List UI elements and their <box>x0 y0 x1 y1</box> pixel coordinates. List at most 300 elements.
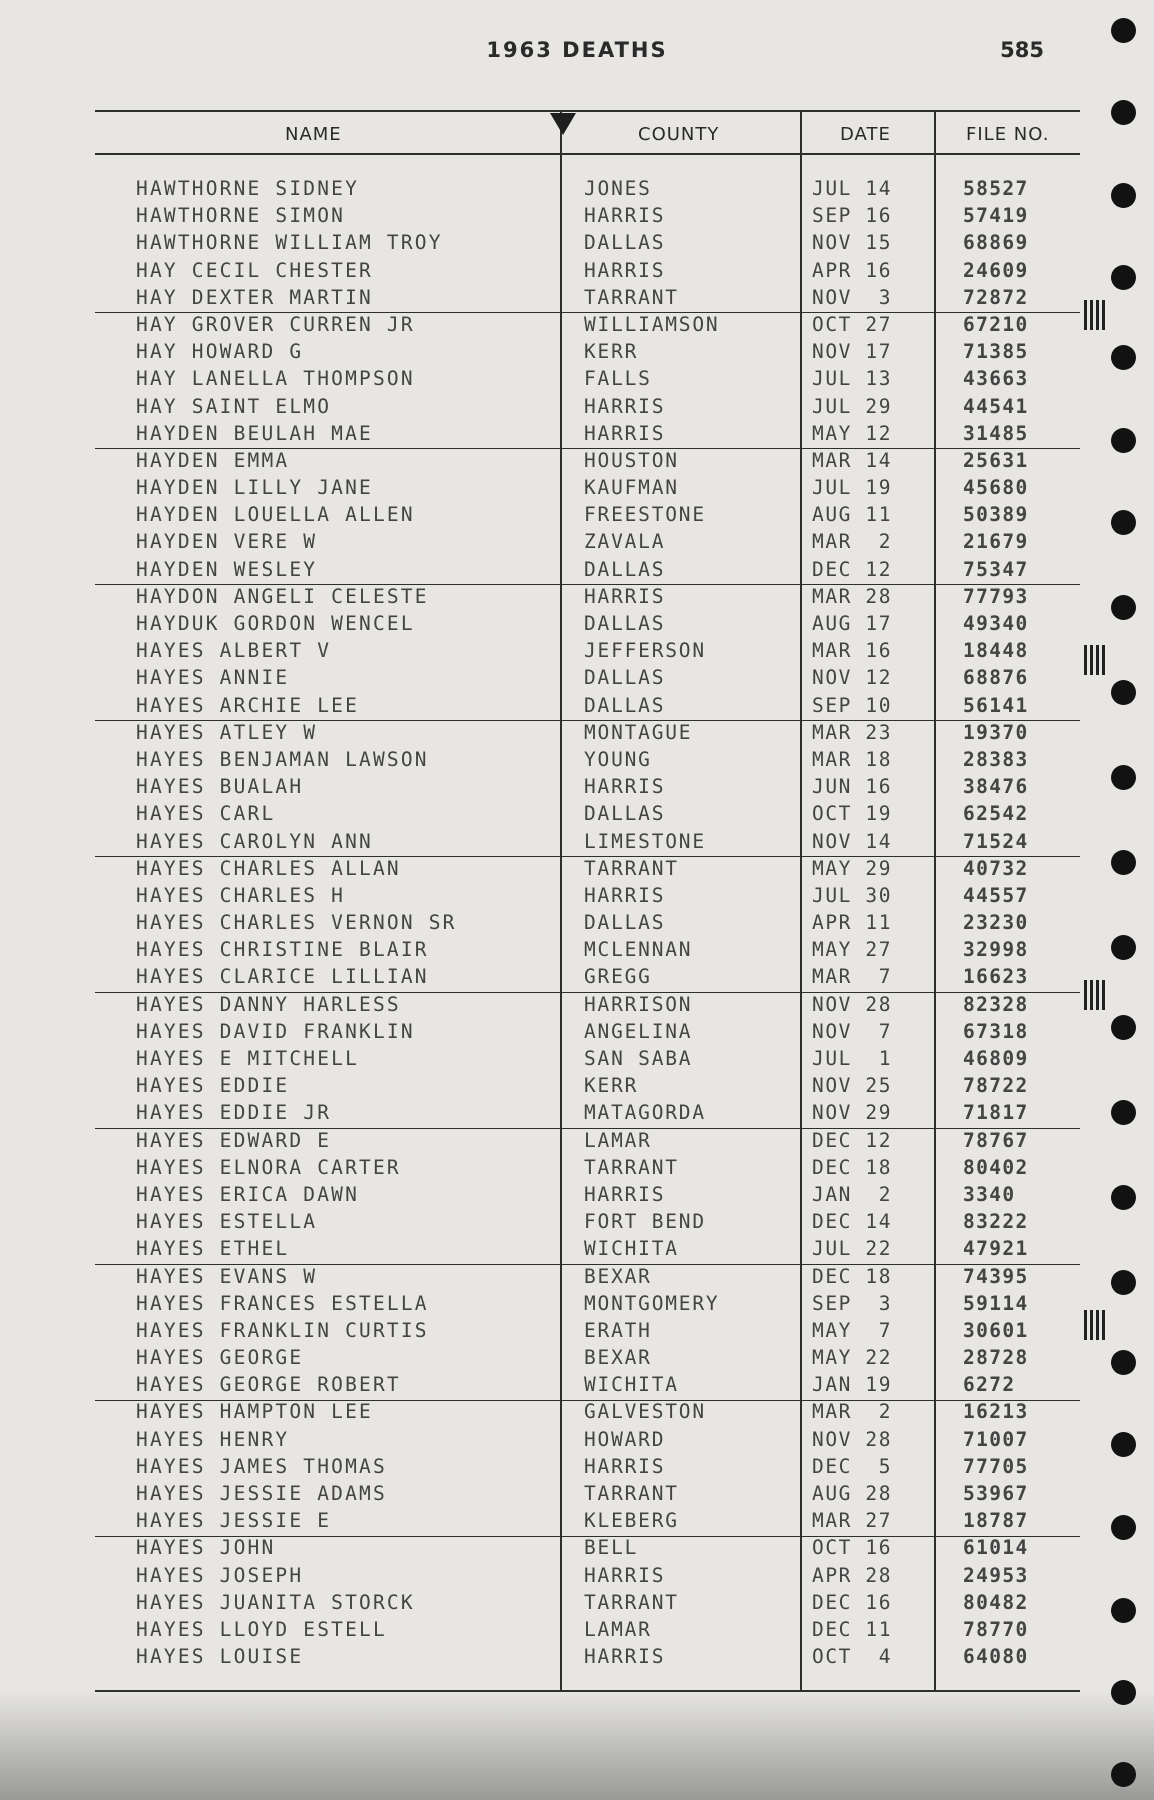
record-file-no: 32998 <box>963 938 1029 962</box>
table-row <box>0 1181 1154 1208</box>
record-file-no: 43663 <box>963 367 1029 391</box>
record-county: HARRIS <box>584 1182 666 1206</box>
table-row <box>0 257 1154 284</box>
record-name: HAYES HENRY <box>136 1427 290 1451</box>
record-name: HAYES EVANS W <box>136 1264 318 1288</box>
binder-hole-icon <box>1111 850 1136 875</box>
record-file-no: 18448 <box>963 639 1029 663</box>
record-file-no: 83222 <box>963 1210 1029 1234</box>
record-date: NOV 29 <box>812 1101 893 1125</box>
group-separator-rule <box>95 448 1080 449</box>
record-name: HAYES GEORGE <box>136 1346 304 1370</box>
record-name: HAYES GEORGE ROBERT <box>136 1373 401 1397</box>
group-separator-rule <box>95 1128 1080 1129</box>
column-header-name: NAME <box>285 124 342 145</box>
record-date: JUL 1 <box>812 1047 893 1070</box>
record-name: HAYES JUANITA STORCK <box>136 1590 415 1614</box>
record-county: HARRIS <box>584 883 666 907</box>
record-county: TARRANT <box>584 1482 679 1505</box>
record-county: HARRIS <box>584 775 666 799</box>
record-file-no: 47921 <box>963 1237 1029 1261</box>
record-county: YOUNG <box>584 747 652 771</box>
record-name: HAWTHORNE SIMON <box>136 204 346 228</box>
record-date: NOV 25 <box>812 1074 893 1098</box>
record-name: HAYES CHARLES H <box>136 883 346 907</box>
group-separator-rule <box>95 992 1080 993</box>
record-file-no: 71385 <box>963 340 1029 364</box>
record-county: TARRANT <box>584 285 679 309</box>
table-row <box>0 501 1154 528</box>
binder-tick-icon <box>1084 1310 1106 1340</box>
table-row <box>0 229 1154 256</box>
table-row <box>0 175 1154 202</box>
table-row <box>0 1453 1154 1480</box>
record-name: HAYES JESSIE ADAMS <box>136 1482 387 1505</box>
record-county: HARRIS <box>584 421 666 445</box>
record-date: MAR 27 <box>812 1509 893 1533</box>
table-row <box>0 1317 1154 1344</box>
record-file-no: 23230 <box>963 911 1029 935</box>
record-county: SAN SABA <box>584 1047 693 1070</box>
record-date: JUL 14 <box>812 177 893 200</box>
record-file-no: 72872 <box>963 285 1029 309</box>
records-list <box>0 175 1154 1670</box>
binder-hole-icon <box>1111 1100 1136 1125</box>
record-date: MAY 22 <box>812 1346 893 1370</box>
record-date: NOV 7 <box>812 1019 893 1043</box>
binder-hole-icon <box>1111 1598 1136 1623</box>
table-row <box>0 1562 1154 1589</box>
record-file-no: 19370 <box>963 720 1029 744</box>
record-name: HAY SAINT ELMO <box>136 394 332 418</box>
record-county: DALLAS <box>584 911 666 935</box>
record-county: HOWARD <box>584 1427 666 1451</box>
binder-hole-icon <box>1111 510 1136 535</box>
record-date: AUG 28 <box>812 1482 893 1505</box>
record-name: HAYDEN EMMA <box>136 448 290 472</box>
table-row <box>0 800 1154 827</box>
column-marker-triangle <box>550 113 576 135</box>
record-file-no: 30601 <box>963 1318 1029 1342</box>
record-file-no: 50389 <box>963 503 1029 527</box>
record-name: HAYES ERICA DAWN <box>136 1182 360 1206</box>
record-date: OCT 19 <box>812 802 893 826</box>
record-county: LIMESTONE <box>584 829 706 853</box>
table-row <box>0 1208 1154 1235</box>
record-file-no: 28728 <box>963 1346 1029 1370</box>
record-file-no: 77793 <box>963 584 1029 608</box>
record-county: TARRANT <box>584 856 679 880</box>
record-name: HAY HOWARD G <box>136 340 304 364</box>
record-name: HAYDEN LOUELLA ALLEN <box>136 503 415 527</box>
record-date: APR 16 <box>812 258 893 282</box>
record-county: ERATH <box>584 1318 652 1342</box>
table-row <box>0 1045 1154 1072</box>
record-date: MAR 2 <box>812 530 893 554</box>
record-county: MATAGORDA <box>584 1101 706 1125</box>
record-date: JUL 13 <box>812 367 893 391</box>
record-date: MAY 12 <box>812 421 893 445</box>
table-row <box>0 855 1154 882</box>
record-county: HARRIS <box>584 1454 666 1478</box>
record-name: HAYES BENJAMAN LAWSON <box>136 747 429 771</box>
table-top-rule <box>95 110 1080 112</box>
record-county: HOUSTON <box>584 448 679 472</box>
record-date: AUG 11 <box>812 503 893 527</box>
record-name: HAYES E MITCHELL <box>136 1047 360 1070</box>
record-name: HAYES JESSIE E <box>136 1509 332 1533</box>
table-row <box>0 746 1154 773</box>
record-county: DALLAS <box>584 666 666 690</box>
binder-hole-icon <box>1111 265 1136 290</box>
table-row <box>0 719 1154 746</box>
record-name: HAYES EDDIE <box>136 1074 290 1098</box>
record-date: SEP 3 <box>812 1291 893 1315</box>
record-name: HAYES EDDIE JR <box>136 1101 332 1125</box>
binder-hole-icon <box>1111 1270 1136 1295</box>
record-date: DEC 11 <box>812 1617 893 1641</box>
record-date: MAR 7 <box>812 965 893 989</box>
scan-bottom-shadow <box>0 1690 1154 1800</box>
record-date: AUG 17 <box>812 612 893 635</box>
table-row <box>0 637 1154 664</box>
record-date: DEC 18 <box>812 1264 893 1288</box>
record-name: HAY CECIL CHESTER <box>136 258 373 282</box>
record-file-no: 78722 <box>963 1074 1029 1098</box>
record-file-no: 68876 <box>963 666 1029 690</box>
table-row <box>0 963 1154 990</box>
record-date: MAY 27 <box>812 938 893 962</box>
record-file-no: 46809 <box>963 1047 1029 1070</box>
record-date: NOV 17 <box>812 340 893 364</box>
group-separator-rule <box>95 1264 1080 1265</box>
record-county: HARRIS <box>584 1645 666 1669</box>
record-name: HAYES DANNY HARLESS <box>136 992 401 1016</box>
record-file-no: 16623 <box>963 965 1029 989</box>
binder-hole-icon <box>1111 183 1136 208</box>
record-file-no: 59114 <box>963 1291 1029 1315</box>
record-date: MAR 16 <box>812 639 893 663</box>
record-date: APR 11 <box>812 911 893 935</box>
record-county: GREGG <box>584 965 652 989</box>
table-row <box>0 1290 1154 1317</box>
record-date: NOV 28 <box>812 1427 893 1451</box>
record-county: LAMAR <box>584 1128 652 1152</box>
table-bottom-rule <box>95 1690 1080 1692</box>
binder-hole-icon <box>1111 1432 1136 1457</box>
table-row <box>0 1643 1154 1670</box>
record-file-no: 78770 <box>963 1617 1029 1641</box>
record-date: DEC 14 <box>812 1210 893 1234</box>
record-date: JUL 22 <box>812 1237 893 1261</box>
record-file-no: 38476 <box>963 775 1029 799</box>
table-row <box>0 1018 1154 1045</box>
record-date: JAN 19 <box>812 1373 893 1397</box>
record-file-no: 78767 <box>963 1128 1029 1152</box>
table-row <box>0 909 1154 936</box>
record-county: JONES <box>584 177 652 200</box>
table-row <box>0 1589 1154 1616</box>
binder-hole-icon <box>1111 1762 1136 1787</box>
record-name: HAY GROVER CURREN JR <box>136 312 415 336</box>
record-date: DEC 5 <box>812 1454 893 1478</box>
record-county: HARRIS <box>584 1563 666 1587</box>
page-number: 585 <box>1000 38 1044 62</box>
table-row <box>0 1398 1154 1425</box>
record-county: WILLIAMSON <box>584 312 720 336</box>
record-county: LAMAR <box>584 1617 652 1641</box>
table-row <box>0 1127 1154 1154</box>
record-date: DEC 16 <box>812 1590 893 1614</box>
record-county: BEXAR <box>584 1264 652 1288</box>
record-name: HAYES ATLEY W <box>136 720 318 744</box>
table-row <box>0 420 1154 447</box>
record-county: DALLAS <box>584 231 666 255</box>
record-county: TARRANT <box>584 1155 679 1179</box>
record-county: DALLAS <box>584 802 666 826</box>
column-header-county: COUNTY <box>638 124 720 145</box>
record-county: DALLAS <box>584 557 666 581</box>
record-file-no: 71007 <box>963 1427 1029 1451</box>
record-date: MAR 2 <box>812 1400 893 1424</box>
record-date: MAY 29 <box>812 856 893 880</box>
record-date: JUL 30 <box>812 883 893 907</box>
record-county: HARRIS <box>584 394 666 418</box>
record-county: HARRIS <box>584 258 666 282</box>
table-row <box>0 1534 1154 1561</box>
binder-hole-icon <box>1111 1350 1136 1375</box>
record-date: NOV 28 <box>812 992 893 1016</box>
table-row <box>0 1507 1154 1534</box>
binder-hole-icon <box>1111 1015 1136 1040</box>
record-date: MAR 28 <box>812 584 893 608</box>
record-file-no: 77705 <box>963 1454 1029 1478</box>
record-name: HAYES HAMPTON LEE <box>136 1400 373 1424</box>
table-row <box>0 610 1154 637</box>
header-bottom-rule <box>95 153 1080 155</box>
record-county: TARRANT <box>584 1590 679 1614</box>
record-county: FORT BEND <box>584 1210 706 1234</box>
record-file-no: 68869 <box>963 231 1029 255</box>
record-file-no: 18787 <box>963 1509 1029 1533</box>
group-separator-rule <box>95 856 1080 857</box>
table-row <box>0 447 1154 474</box>
table-row <box>0 1426 1154 1453</box>
record-date: DEC 12 <box>812 1128 893 1152</box>
record-county: DALLAS <box>584 612 666 635</box>
record-file-no: 62542 <box>963 802 1029 826</box>
record-file-no: 44557 <box>963 883 1029 907</box>
table-row <box>0 991 1154 1018</box>
table-row <box>0 1371 1154 1398</box>
binder-tick-icon <box>1084 645 1106 675</box>
record-county: HARRIS <box>584 204 666 228</box>
record-name: HAYES JAMES THOMAS <box>136 1454 387 1478</box>
record-county: DALLAS <box>584 693 666 717</box>
record-county: JEFFERSON <box>584 639 706 663</box>
record-date: APR 28 <box>812 1563 893 1587</box>
record-name: HAYES FRANKLIN CURTIS <box>136 1318 429 1342</box>
record-date: NOV 14 <box>812 829 893 853</box>
record-date: DEC 18 <box>812 1155 893 1179</box>
record-date: NOV 12 <box>812 666 893 690</box>
table-row <box>0 338 1154 365</box>
record-name: HAWTHORNE WILLIAM TROY <box>136 231 443 255</box>
binder-hole-icon <box>1111 18 1136 43</box>
table-row <box>0 528 1154 555</box>
group-separator-rule <box>95 1400 1080 1401</box>
record-name: HAWTHORNE SIDNEY <box>136 177 360 200</box>
record-date: SEP 10 <box>812 693 893 717</box>
record-file-no: 67318 <box>963 1019 1029 1043</box>
record-date: OCT 4 <box>812 1645 893 1669</box>
table-row <box>0 556 1154 583</box>
group-separator-rule <box>95 720 1080 721</box>
page-title: 1963 DEATHS <box>486 38 668 62</box>
record-county: KAUFMAN <box>584 476 679 500</box>
record-county: FREESTONE <box>584 503 706 527</box>
record-name: HAY DEXTER MARTIN <box>136 285 373 309</box>
record-date: NOV 3 <box>812 285 893 309</box>
table-row <box>0 583 1154 610</box>
table-row <box>0 202 1154 229</box>
table-row <box>0 1344 1154 1371</box>
record-file-no: 28383 <box>963 747 1029 771</box>
record-name: HAYES CHRISTINE BLAIR <box>136 938 429 962</box>
binder-tick-icon <box>1084 980 1106 1010</box>
record-file-no: 64080 <box>963 1645 1029 1669</box>
record-county: HARRIS <box>584 584 666 608</box>
record-name: HAYDEN WESLEY <box>136 557 318 581</box>
column-header-date: DATE <box>840 124 891 145</box>
record-name: HAYDEN LILLY JANE <box>136 476 373 500</box>
record-name: HAYES CHARLES VERNON SR <box>136 911 457 935</box>
record-name: HAYES CLARICE LILLIAN <box>136 965 429 989</box>
table-row <box>0 1480 1154 1507</box>
table-row <box>0 936 1154 963</box>
table-row <box>0 393 1154 420</box>
record-file-no: 45680 <box>963 476 1029 500</box>
table-row <box>0 284 1154 311</box>
record-name: HAYES ETHEL <box>136 1237 290 1261</box>
table-row <box>0 1099 1154 1126</box>
record-county: KERR <box>584 1074 639 1098</box>
binder-hole-icon <box>1111 680 1136 705</box>
record-file-no: 57419 <box>963 204 1029 228</box>
binder-hole-icon <box>1111 428 1136 453</box>
record-file-no: 49340 <box>963 612 1029 635</box>
record-date: MAR 18 <box>812 747 893 771</box>
record-date: DEC 12 <box>812 557 893 581</box>
record-name: HAYES CHARLES ALLAN <box>136 856 401 880</box>
record-county: FALLS <box>584 367 652 391</box>
record-file-no: 74395 <box>963 1264 1029 1288</box>
record-name: HAYES JOSEPH <box>136 1563 304 1587</box>
record-name: HAYES LLOYD ESTELL <box>136 1617 387 1641</box>
record-file-no: 53967 <box>963 1482 1029 1505</box>
record-file-no: 16213 <box>963 1400 1029 1424</box>
record-date: OCT 27 <box>812 312 893 336</box>
record-date: OCT 16 <box>812 1536 893 1560</box>
record-file-no: 3340 <box>963 1182 1016 1206</box>
record-file-no: 25631 <box>963 448 1029 472</box>
record-file-no: 21679 <box>963 530 1029 554</box>
group-separator-rule <box>95 584 1080 585</box>
record-county: MONTAGUE <box>584 720 693 744</box>
binder-hole-icon <box>1111 935 1136 960</box>
record-date: MAR 14 <box>812 448 893 472</box>
table-row <box>0 474 1154 501</box>
record-file-no: 80402 <box>963 1155 1029 1179</box>
record-date: JUL 29 <box>812 394 893 418</box>
record-name: HAYDON ANGELI CELESTE <box>136 584 429 608</box>
record-date: NOV 15 <box>812 231 893 255</box>
record-name: HAYES ANNIE <box>136 666 290 690</box>
record-name: HAYES BUALAH <box>136 775 304 799</box>
record-name: HAYES EDWARD E <box>136 1128 332 1152</box>
binder-hole-icon <box>1111 100 1136 125</box>
record-file-no: 44541 <box>963 394 1029 418</box>
record-name: HAYES ELNORA CARTER <box>136 1155 401 1179</box>
record-file-no: 6272 <box>963 1373 1016 1397</box>
record-name: HAYES CARL <box>136 802 276 826</box>
binder-hole-icon <box>1111 1515 1136 1540</box>
table-row <box>0 773 1154 800</box>
table-row <box>0 664 1154 691</box>
record-file-no: 24953 <box>963 1563 1029 1587</box>
record-county: WICHITA <box>584 1237 679 1261</box>
record-file-no: 40732 <box>963 856 1029 880</box>
binder-hole-icon <box>1111 765 1136 790</box>
record-county: ANGELINA <box>584 1019 693 1043</box>
record-name: HAY LANELLA THOMPSON <box>136 367 415 391</box>
record-name: HAYES ALBERT V <box>136 639 332 663</box>
record-file-no: 56141 <box>963 693 1029 717</box>
table-row <box>0 1154 1154 1181</box>
table-row <box>0 1263 1154 1290</box>
record-name: HAYES LOUISE <box>136 1645 304 1669</box>
binder-tick-icon <box>1084 300 1106 330</box>
record-county: GALVESTON <box>584 1400 706 1424</box>
record-county: HARRISON <box>584 992 693 1016</box>
record-name: HAYES ARCHIE LEE <box>136 693 360 717</box>
record-name: HAYES CAROLYN ANN <box>136 829 373 853</box>
record-name: HAYDEN VERE W <box>136 530 318 554</box>
record-date: JAN 2 <box>812 1182 893 1206</box>
record-file-no: 80482 <box>963 1590 1029 1614</box>
record-file-no: 71817 <box>963 1101 1029 1125</box>
record-file-no: 82328 <box>963 992 1029 1016</box>
record-county: KLEBERG <box>584 1509 679 1533</box>
record-name: HAYES DAVID FRANKLIN <box>136 1019 415 1043</box>
table-row <box>0 1072 1154 1099</box>
record-name: HAYDUK GORDON WENCEL <box>136 612 415 635</box>
record-county: WICHITA <box>584 1373 679 1397</box>
record-date: JUN 16 <box>812 775 893 799</box>
record-county: BELL <box>584 1536 639 1560</box>
table-row <box>0 692 1154 719</box>
group-separator-rule <box>95 1536 1080 1537</box>
record-county: BEXAR <box>584 1346 652 1370</box>
table-row <box>0 828 1154 855</box>
record-date: MAR 23 <box>812 720 893 744</box>
record-name: HAYES JOHN <box>136 1536 276 1560</box>
record-date: SEP 16 <box>812 204 893 228</box>
record-file-no: 75347 <box>963 557 1029 581</box>
record-date: JUL 19 <box>812 476 893 500</box>
record-county: MONTGOMERY <box>584 1291 720 1315</box>
record-date: MAY 7 <box>812 1318 893 1342</box>
